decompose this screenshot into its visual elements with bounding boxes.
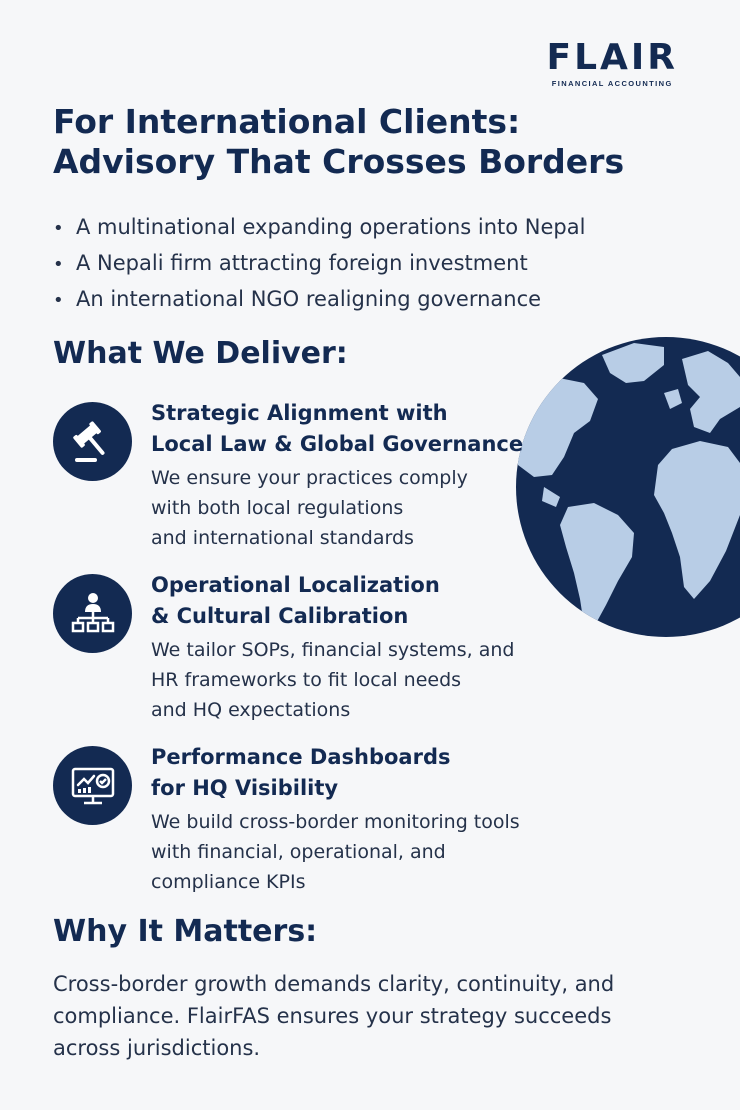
- list-item: [53, 210, 585, 246]
- feature-title-line: Operational Localization: [151, 573, 440, 597]
- client-type-list: [53, 210, 585, 318]
- title-line-2: Advisory That Crosses Borders: [53, 141, 625, 181]
- feature-desc-line: and HQ expectations: [151, 699, 351, 721]
- feature-desc-line: We ensure your practices comply: [151, 467, 468, 489]
- feature-text: [151, 398, 531, 553]
- feature-title: [151, 742, 531, 804]
- feature-desc-line: HR frameworks to fit local needs: [151, 669, 462, 691]
- list-item-text: A multinational expanding operations into Nepal: [76, 215, 586, 239]
- why-heading: Why It Matters:: [53, 914, 318, 949]
- feature-icon-circle: [53, 402, 132, 481]
- list-item-text: A Nepali firm attracting foreign investment: [76, 251, 528, 275]
- feature-title-line: & Cultural Calibration: [151, 604, 409, 628]
- feature-text: [151, 742, 531, 897]
- feature-desc-line: with both local regulations: [151, 497, 404, 519]
- feature-icon-circle: [53, 746, 132, 825]
- why-line: across jurisdictions.: [53, 1036, 261, 1060]
- list-item: [53, 246, 585, 282]
- bullet-icon: •: [53, 218, 64, 239]
- gavel-icon: [69, 418, 117, 466]
- feature-description: [151, 463, 531, 553]
- feature-description: [151, 807, 531, 897]
- feature-title: [151, 398, 531, 460]
- bullet-icon: •: [53, 290, 64, 311]
- dashboard-monitor-icon: [68, 761, 118, 811]
- why-line: compliance. FlairFAS ensures your strategy succeeds: [53, 1004, 612, 1028]
- list-item: [53, 282, 585, 318]
- list-item-text: An international NGO realigning governance: [76, 287, 542, 311]
- title-line-1: For International Clients:: [53, 102, 521, 141]
- org-chart-icon: [69, 590, 117, 638]
- feature-desc-line: with financial, operational, and: [151, 841, 446, 863]
- feature-description: [151, 635, 531, 725]
- bullet-icon: •: [53, 254, 64, 275]
- feature-text: [151, 570, 531, 725]
- feature-desc-line: compliance KPIs: [151, 871, 306, 893]
- feature-desc-line: and international standards: [151, 527, 414, 549]
- flair-logo: [546, 37, 678, 88]
- why-paragraph: [53, 968, 713, 1064]
- feature-title-line: Local Law & Global Governance: [151, 432, 524, 456]
- feature-icon-circle: [53, 574, 132, 653]
- page-title: [53, 102, 693, 181]
- globe-icon: [514, 337, 740, 641]
- logo-subtitle: FINANCIAL ACCOUNTING: [551, 79, 673, 88]
- why-line: Cross-border growth demands clarity, continuity, and: [53, 972, 615, 996]
- feature-title-line: Performance Dashboards: [151, 745, 451, 769]
- feature-title-line: for HQ Visibility: [151, 776, 339, 800]
- feature-desc-line: We tailor SOPs, financial systems, and: [151, 639, 515, 661]
- feature-title: [151, 570, 531, 632]
- deliver-heading: What We Deliver:: [53, 336, 348, 371]
- logo-wordmark: FLAIR: [546, 37, 678, 78]
- feature-desc-line: We build cross-border monitoring tools: [151, 811, 520, 833]
- feature-title-line: Strategic Alignment with: [151, 401, 448, 425]
